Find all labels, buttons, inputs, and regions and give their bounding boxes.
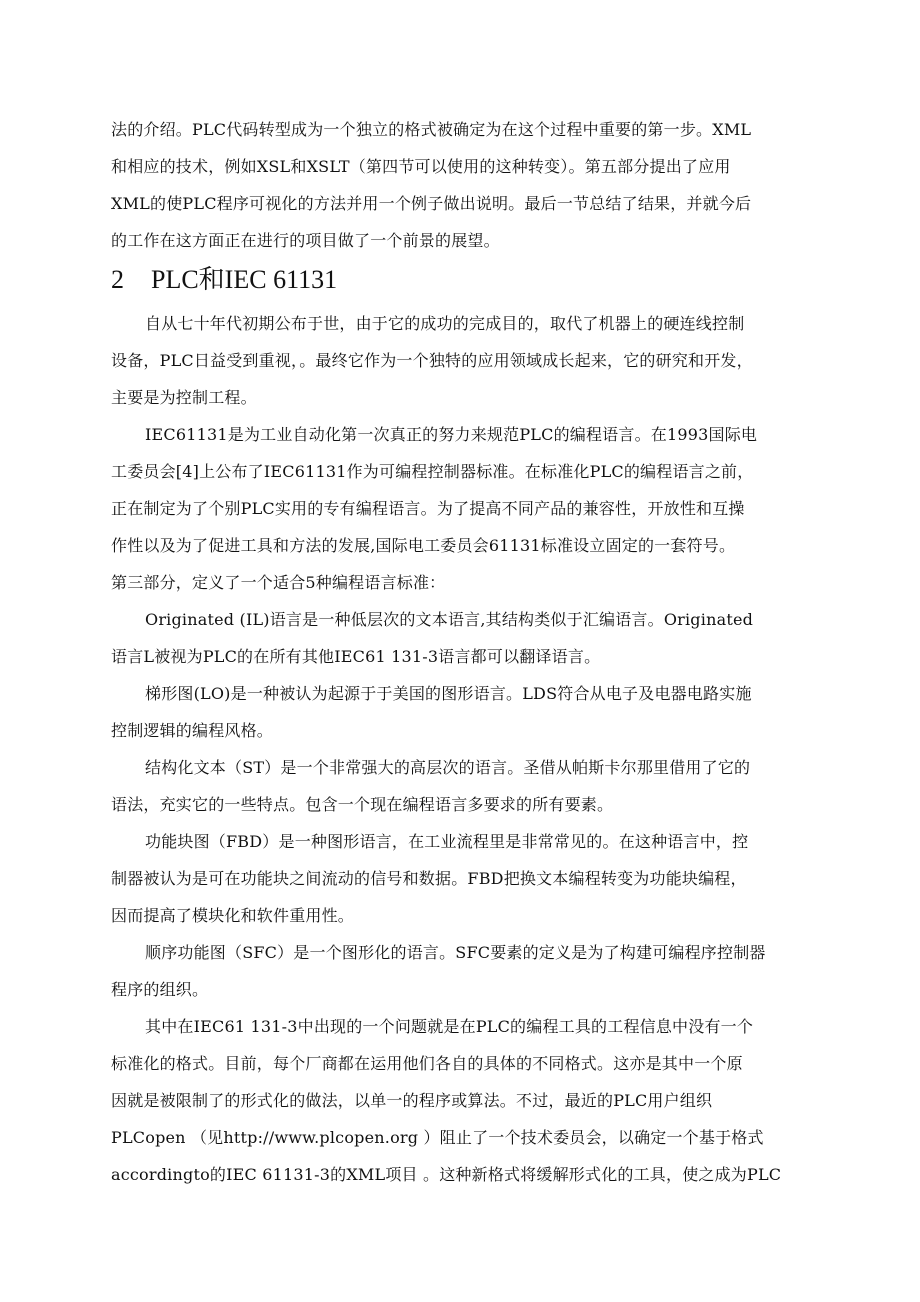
body-line-23: PLCopen （见http://www.plcopen.org ）阻止了一个技术委员会，以确定一个基于格式 xyxy=(111,1128,764,1147)
body-line-17: 因而提高了模块化和软件重用性。 xyxy=(111,906,355,925)
body-line-7: 作性以及为了促进工具和方法的发展,国际电工委员会61131标准设立固定的一套符号。 xyxy=(111,536,736,555)
section-title: PLC和IEC 61131 xyxy=(151,265,338,294)
intro-line-1: 法的介绍。PLC代码转型成为一个独立的格式被确定为在这个过程中重要的第一步。XML xyxy=(111,120,752,139)
body-line-22: 因就是被限制了的形式化的做法，以单一的程序或算法。不过，最近的PLC用户组织 xyxy=(111,1091,713,1110)
section-heading xyxy=(111,265,337,295)
body-line-18: 顺序功能图（SFC）是一个图形化的语言。SFC要素的定义是为了构建可编程序控制器 xyxy=(145,943,766,962)
body-line-14: 语法，充实它的一些特点。包含一个现在编程语言多要求的所有要素。 xyxy=(111,795,614,814)
body-line-1: 自从七十年代初期公布于世，由于它的成功的完成目的，取代了机器上的硬连线控制 xyxy=(145,314,745,333)
body-line-8: 第三部分，定义了一个适合5种编程语言标准： xyxy=(111,573,446,592)
body-line-2: 设备，PLC日益受到重视，。最终它作为一个独特的应用领域成长起来，它的研究和开发， xyxy=(111,351,753,370)
body-line-11: 梯形图(LO)是一种被认为起源于于美国的图形语言。LDS符合从电子及电器电路实施 xyxy=(145,684,752,703)
body-line-20: 其中在IEC61 131-3中出现的一个问题就是在PLC的编程工具的工程信息中没有一个 xyxy=(145,1017,754,1036)
body-line-5: 工委员会[4]上公布了IEC61131作为可编程控制器标准。在标准化PLC的编程语言之前， xyxy=(111,462,754,481)
body-line-6: 正在制定为了个别PLC实用的专有编程语言。为了提高不同产品的兼容性，开放性和互操 xyxy=(111,499,745,518)
body-line-24: accordingto的IEC 61131-3的XML项目 。这种新格式将缓解形式化的工具，使之成为PLC xyxy=(111,1165,782,1184)
intro-line-3: XML的使PLC程序可视化的方法并用一个例子做出说明。最后一节总结了结果，并就今后 xyxy=(111,194,752,213)
section-number: 2 xyxy=(111,265,124,294)
body-line-4: IEC61131是为工业自动化第一次真正的努力来规范PLC的编程语言。在1993国际电 xyxy=(145,425,758,444)
body-line-21: 标准化的格式。目前，每个厂商都在运用他们各自的具体的不同格式。这亦是其中一个原 xyxy=(111,1054,743,1073)
body-line-16: 制器被认为是可在功能块之间流动的信号和数据。FBD把换文本编程转变为功能块编程， xyxy=(111,869,747,888)
body-line-19: 程序的组织。 xyxy=(111,980,209,999)
body-line-12: 控制逻辑的编程风格。 xyxy=(111,721,274,740)
body-line-10: 语言L被视为PLC的在所有其他IEC61 131-3语言都可以翻译语言。 xyxy=(111,647,601,666)
body-line-15: 功能块图（FBD）是一种图形语言，在工业流程里是非常常见的。在这种语言中，控 xyxy=(145,832,749,851)
intro-line-2: 和相应的技术，例如XSL和XSLT（第四节可以使用的这种转变）。第五部分提出了应用 xyxy=(111,157,731,176)
body-line-3: 主要是为控制工程。 xyxy=(111,388,257,407)
body-line-13: 结构化文本（ST）是一个非常强大的高层次的语言。圣借从帕斯卡尔那里借用了它的 xyxy=(145,758,751,777)
body-line-9: Originated (IL)语言是一种低层次的文本语言,其结构类似于汇编语言。Originated xyxy=(145,610,754,629)
intro-line-4: 的工作在这方面正在进行的项目做了一个前景的展望。 xyxy=(111,231,500,250)
